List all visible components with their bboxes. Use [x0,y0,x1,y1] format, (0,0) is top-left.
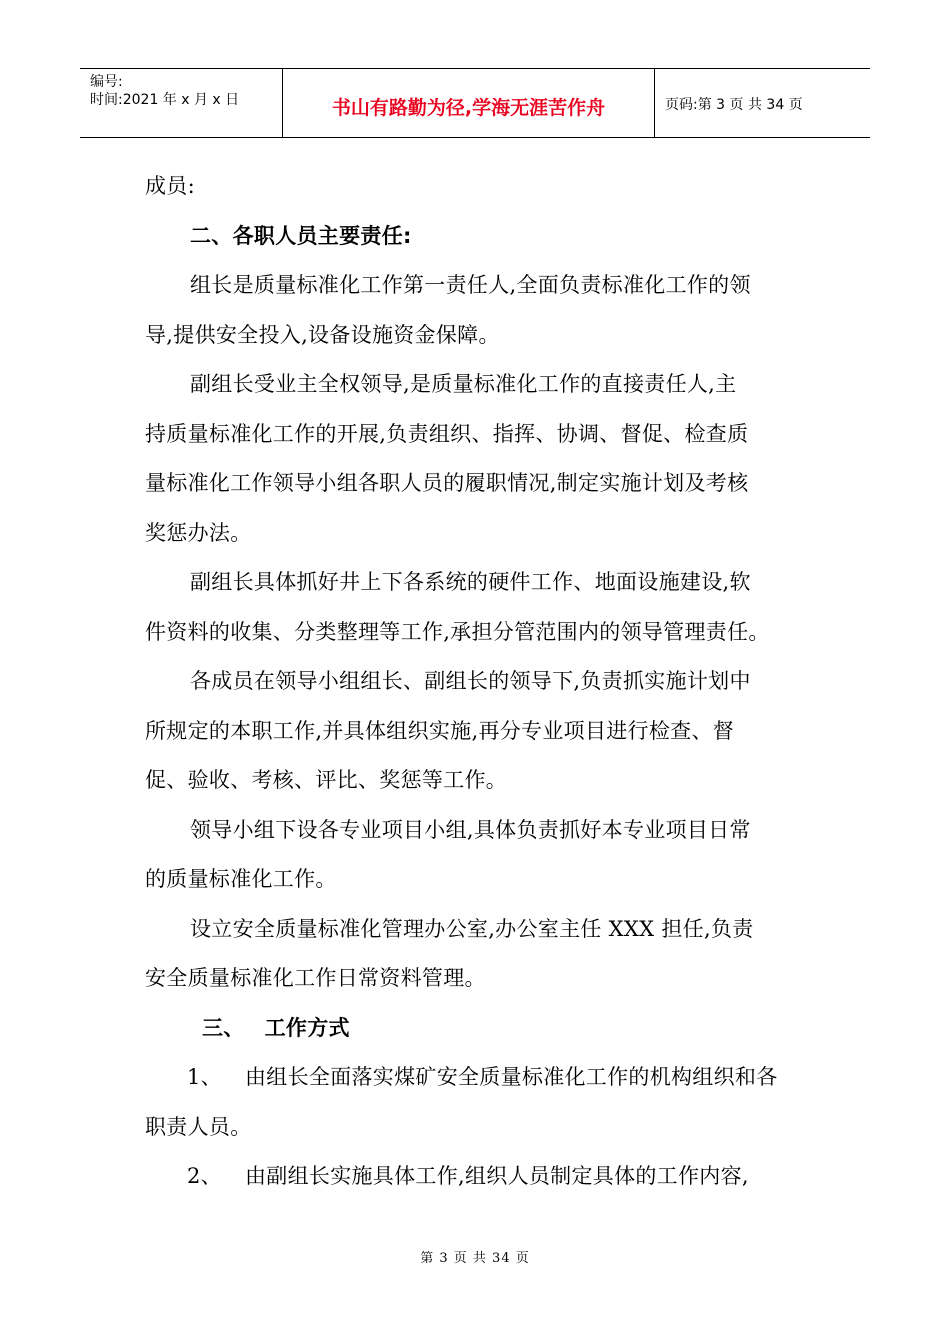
paragraph-line: 量标准化工作领导小组各职人员的履职情况,制定实施计划及考核 [145,471,749,495]
paragraph-line: 导,提供安全投入,设备设施资金保障。 [145,322,500,347]
paragraph-line: 奖惩办法。 [145,520,252,545]
paragraph-line: 持质量标准化工作的开展,负责组织、指挥、协调、督促、检查质 [145,421,749,446]
section-heading-3 [145,1004,810,1054]
paragraph-line: 的质量标准化工作。 [145,867,337,891]
header-motto: 书山有路勤为径,学海无涯苦作舟 [331,97,606,119]
header-page-info: 页码:第 3 页 共 34 页 [665,97,803,113]
paragraph-line: 所规定的本职工作,并具体组织实施,再分专业项目进行检查、督 [145,718,735,743]
paragraph-line: 副组长受业主全权领导,是质量标准化工作的直接责任人,主 [190,372,737,396]
list-text: 由副组长实施具体工作,组织人员制定具体的工作内容, [245,1164,749,1188]
paragraph-line: 安全质量标准化工作日常资料管理。 [145,966,486,990]
paragraph-line: 领导小组下设各专业项目小组,具体负责抓好本专业项目日常 [190,817,751,842]
document-body [145,162,810,1202]
list-item [145,1053,810,1103]
list-item [145,1152,810,1202]
paragraph-line: 成员: [145,174,195,198]
section-heading-2: 二、各职人员主要责任: [190,223,412,248]
list-text: 由组长全面落实煤矿安全质量标准化工作的机构组织和各 [245,1065,778,1089]
document-date-label: 时间:2021 年 x 月 x 日 [90,92,240,108]
paragraph-line: 副组长具体抓好井上下各系统的硬件工作、地面设施建设,软 [190,570,751,594]
header-meta-cell [80,69,283,137]
list-number: 2、 [187,1164,222,1188]
section-number: 三、 [202,1015,245,1040]
page-footer: 第 3 页 共 34 页 [420,1251,530,1266]
paragraph-line: 促、验收、考核、评比、奖惩等工作。 [145,768,508,792]
document-number-label: 编号: [90,74,123,90]
paragraph-line: 职责人员。 [145,1114,252,1139]
paragraph-line: 组长是质量标准化工作第一责任人,全面负责标准化工作的领 [190,273,751,297]
paragraph-line: 各成员在领导小组组长、副组长的领导下,负责抓实施计划中 [190,669,751,693]
paragraph-line: 设立安全质量标准化管理办公室,办公室主任 XXX 担任,负责 [190,916,754,941]
page-header [80,68,870,138]
list-number: 1、 [187,1065,222,1089]
header-page-cell [655,69,870,137]
paragraph-line: 件资料的收集、分类整理等工作,承担分管范围内的领导管理责任。 [145,619,770,644]
section-title: 工作方式 [264,1015,350,1040]
header-motto-cell [283,69,655,137]
